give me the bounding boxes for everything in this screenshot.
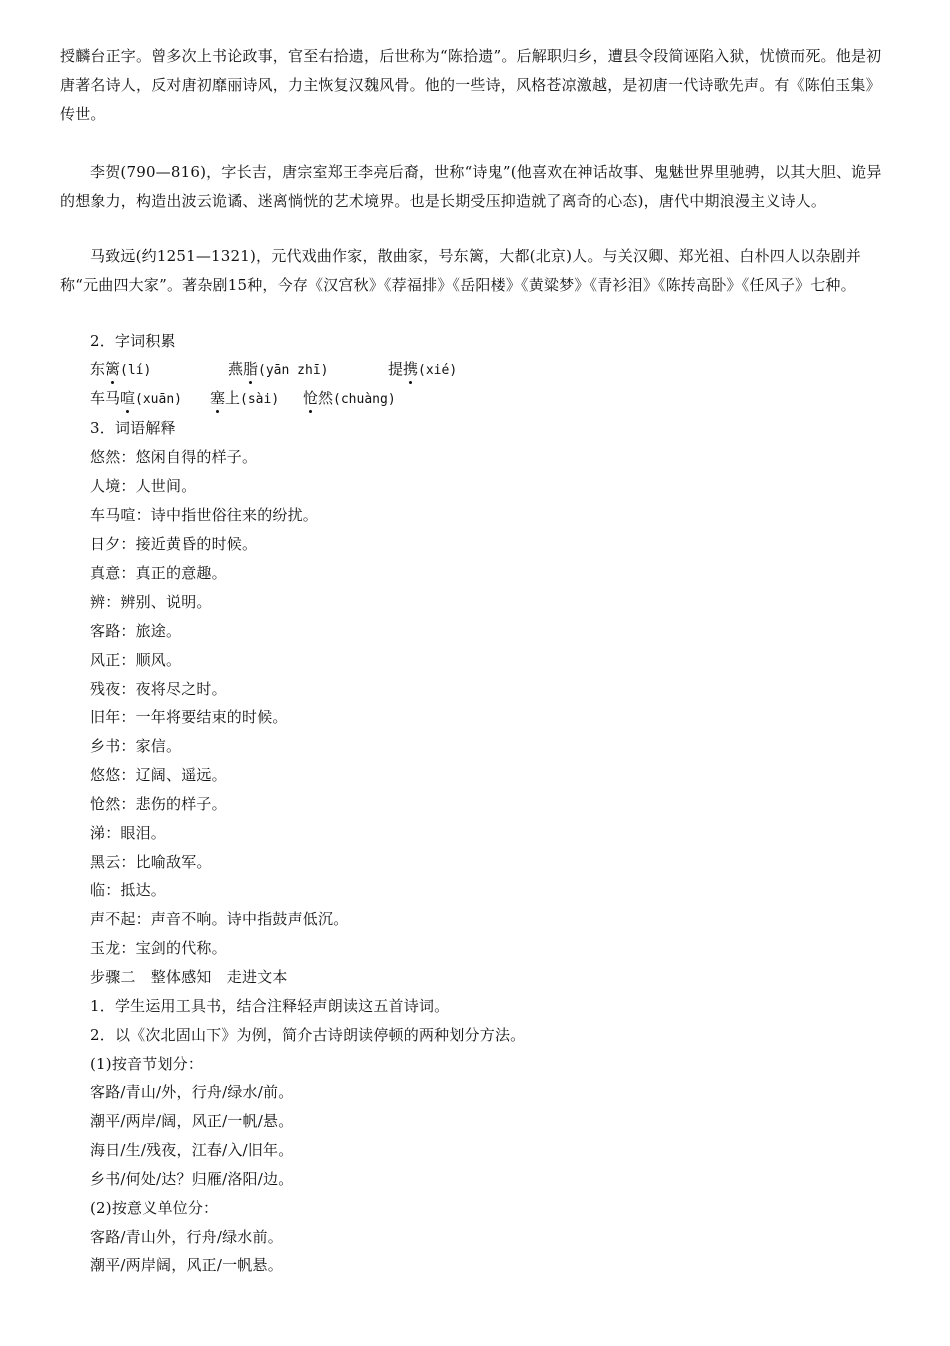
poem-line: 海日/生/残夜，江春/入/旧年。 [90, 1141, 294, 1159]
definition-item: 人境：人世间。 [90, 477, 197, 495]
vocab-item: 提携(xié) [388, 360, 458, 378]
method-heading: (1)按音节划分： [90, 1055, 204, 1073]
poem-line: 客路/青山外，行舟/绿水前。 [90, 1228, 283, 1246]
definition-item: 悠然：悠闲自得的样子。 [90, 448, 258, 466]
step-item: 1．学生运用工具书，结合注释轻声朗读这五首诗词。 [90, 997, 450, 1015]
method-heading: (2)按意义单位分： [90, 1199, 219, 1217]
definition-item: 临：抵达。 [90, 881, 167, 899]
vocab-item: 东篱(lí) [90, 360, 152, 378]
definition-item: 残夜：夜将尽之时。 [90, 680, 227, 698]
definition-item: 辨：辨别、说明。 [90, 593, 212, 611]
definition-item: 玉龙：宝剑的代称。 [90, 939, 227, 957]
chenziang-bio: 授麟台正字。曾多次上书论政事，官至右拾遗，后世称为“陈拾遗”。后解职归乡，遭县令段简诬陷入狱，忧愤而死。他是初唐著名诗人，反对唐初靡丽诗风，力主恢复汉魏风骨。他的一些诗，风格苍凉激越，是初唐一代诗歌先声。有《陈伯玉集》传世。 [60, 47, 882, 123]
vocab-item: 塞上(sài) [210, 389, 280, 407]
definition-item: 真意：真正的意趣。 [90, 564, 227, 582]
poem-line: 乡书/何处/达？归雁/洛阳/边。 [90, 1170, 294, 1188]
vocab-item: 燕脂(yān zhī) [228, 360, 329, 378]
section-title-word-explanation: 3．词语解释 [90, 419, 176, 437]
step-item: 2．以《次北固山下》为例，简介古诗朗读停顿的两种划分方法。 [90, 1026, 526, 1044]
definition-item: 涕：眼泪。 [90, 824, 167, 842]
definition-item: 怆然：悲伤的样子。 [90, 795, 227, 813]
definition-item: 黑云：比喻敌军。 [90, 853, 212, 871]
poem-line: 客路/青山/外，行舟/绿水/前。 [90, 1083, 294, 1101]
step-heading: 步骤二 整体感知 走进文本 [90, 968, 288, 986]
definition-item: 悠悠：辽阔、遥远。 [90, 766, 227, 784]
section-title-word-accumulation: 2．字词积累 [90, 332, 176, 350]
mazhiyuan-bio: 马致远(约1251—1321)，元代戏曲作家，散曲家，号东篱，大都(北京)人。与关汉卿、郑光祖、白朴四人以杂剧并称“元曲四大家”。著杂剧15种，今存《汉宫秋》《荐福排》《岳阳楼》《黄粱梦》《青衫泪》《陈抟高卧》《任风子》七种。 [60, 247, 861, 294]
poem-line: 潮平/两岸/阔，风正/一帆/悬。 [90, 1112, 294, 1130]
definition-item: 旧年：一年将要结束的时候。 [90, 708, 288, 726]
definition-item: 风正：顺风。 [90, 651, 182, 669]
definition-item: 客路：旅途。 [90, 622, 182, 640]
vocab-item: 怆然(chuàng) [303, 389, 396, 407]
definition-item: 车马喧：诗中指世俗往来的纷扰。 [90, 506, 319, 524]
definition-item: 日夕：接近黄昏的时候。 [90, 535, 258, 553]
poem-line: 潮平/两岸阔，风正/一帆悬。 [90, 1256, 283, 1274]
vocab-item: 车马喧(xuān) [90, 389, 182, 407]
definition-item: 乡书：家信。 [90, 737, 182, 755]
lihe-bio: 李贺(790—816)，字长吉，唐宗室郑王李亮后裔，世称“诗鬼”(他喜欢在神话故事、鬼魅世界里驰骋，以其大胆、诡异的想象力，构造出波云诡谲、迷离惝恍的艺术境界。也是长期受压抑造就了离奇的心态)，唐代中期浪漫主义诗人。 [60, 163, 882, 210]
definition-item: 声不起：声音不响。诗中指鼓声低沉。 [90, 910, 349, 928]
